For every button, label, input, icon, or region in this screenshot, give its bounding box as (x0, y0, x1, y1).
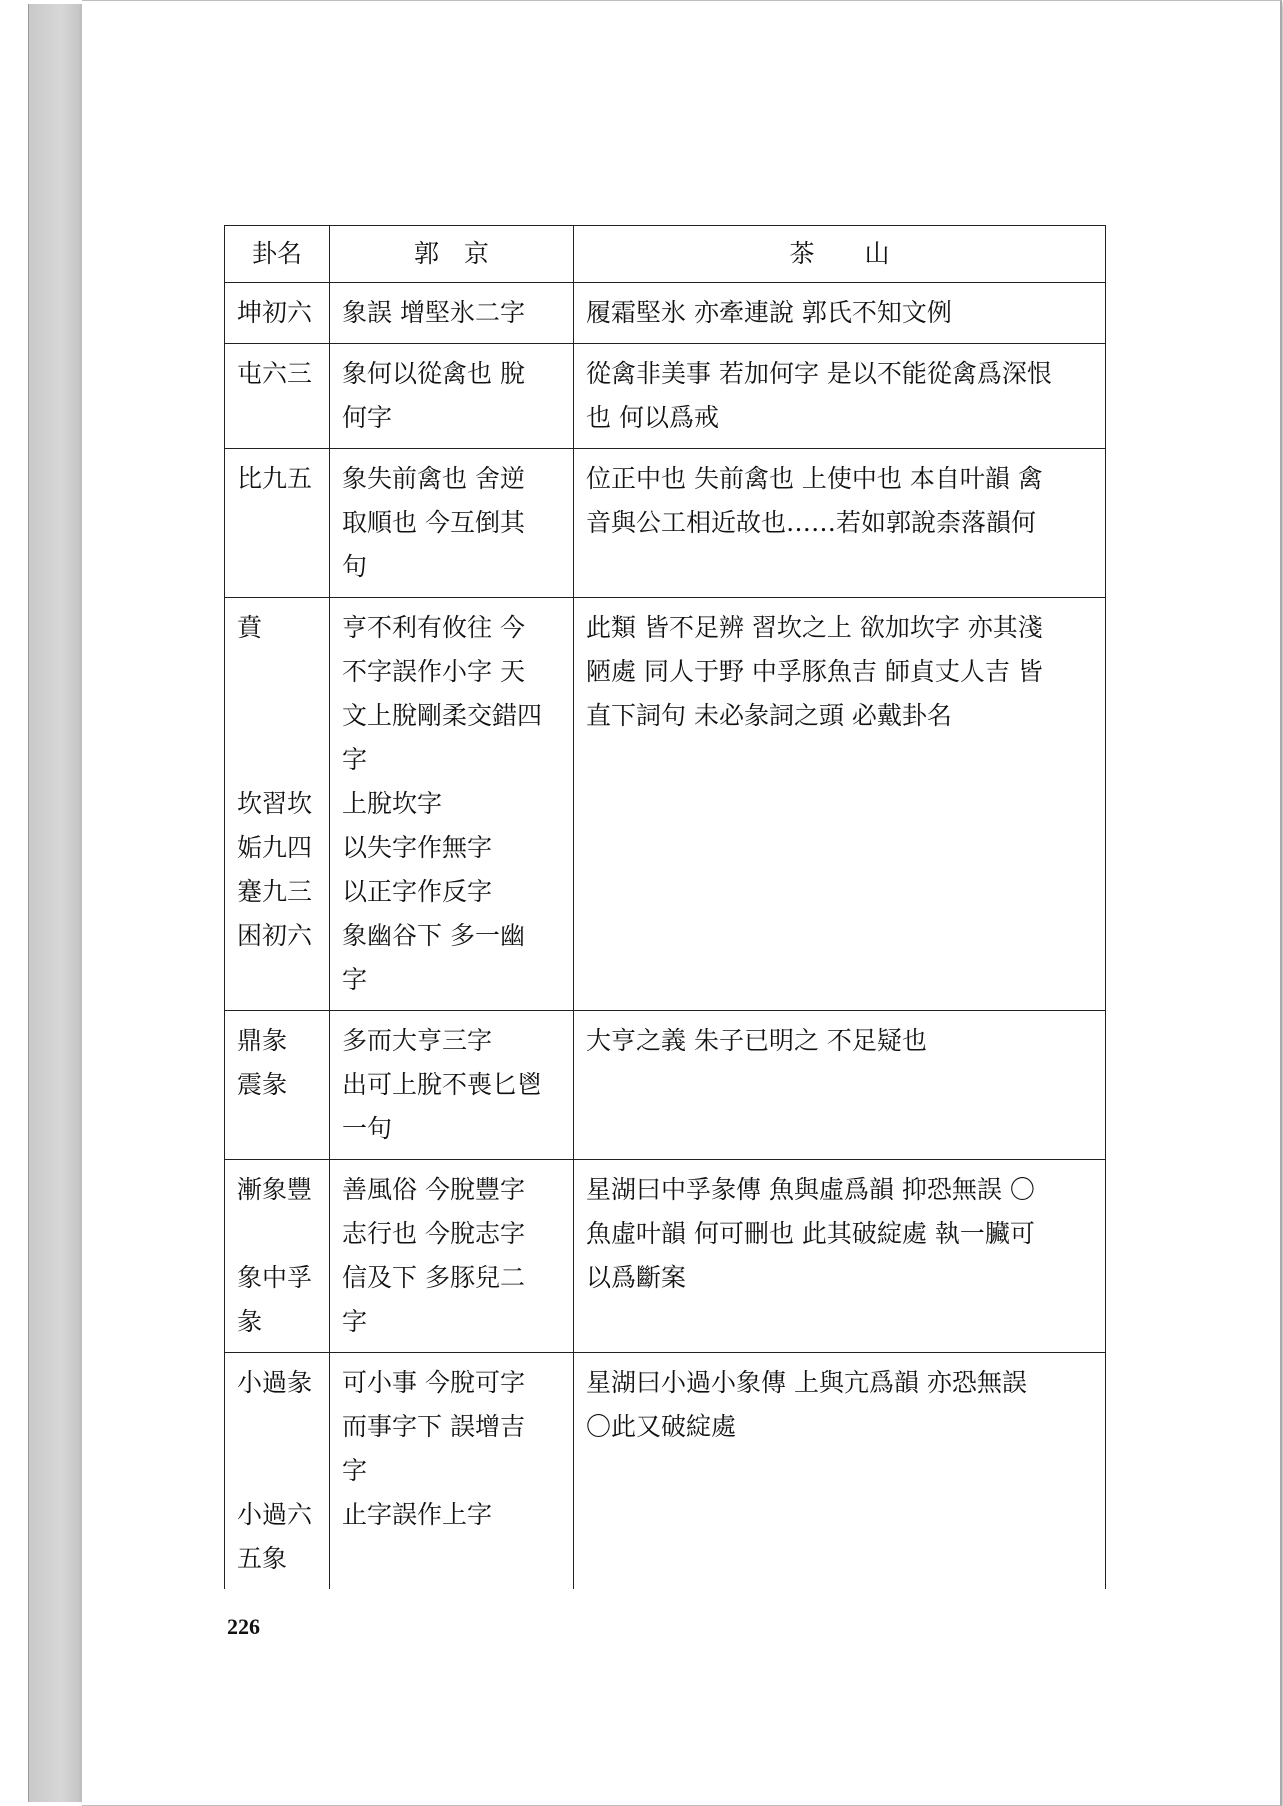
cell-line: 鼎彖 (237, 1026, 288, 1055)
table-row (225, 598, 1106, 1011)
page-number: 226 (227, 1614, 260, 1639)
cell-line: 亨不利有攸往 今 (342, 613, 525, 642)
cell-line: 象中孚 (237, 1263, 313, 1292)
table-container (224, 225, 1105, 1573)
cell-line: 以爲斷案 (586, 1263, 687, 1292)
guojing-cell (330, 1353, 574, 1590)
cell-line (237, 650, 317, 694)
hexagram-cell (225, 1011, 330, 1160)
cell-line: 陋處 同人于野 中孚豚魚吉 師貞丈人吉 皆 (586, 657, 1043, 686)
cell-line: 而事字下 誤增吉 (342, 1412, 525, 1441)
guojing-cell (330, 283, 574, 344)
cell-line: 多而大亨三字 (342, 1026, 493, 1055)
cell-line: 象何以從禽也 脫 (342, 359, 525, 388)
dasan-cell (574, 1353, 1106, 1590)
dasan-cell (574, 449, 1106, 598)
cell-line: 不字誤作小字 天 (342, 657, 525, 686)
dasan-cell (574, 1011, 1106, 1160)
cell-line: 字 (342, 745, 368, 774)
cell-line: 字 (342, 1456, 368, 1485)
dasan-cell (574, 344, 1106, 449)
cell-line: 坤初六 (237, 298, 313, 327)
cell-line: 姤九四 (237, 833, 313, 862)
header-row (225, 226, 1106, 283)
cell-line: 履霜堅氷 亦牽連說 郭氏不知文例 (586, 298, 952, 327)
hexagram-cell (225, 1160, 330, 1353)
guojing-cell (330, 598, 574, 1011)
guojing-cell (330, 1011, 574, 1160)
header-hexagram: 卦名 (225, 226, 330, 283)
cell-line: 坎習坎 (237, 789, 313, 818)
hexagram-cell (225, 1353, 330, 1590)
hexagram-cell (225, 449, 330, 598)
cell-line: 星湖曰小過小象傳 上與亢爲韻 亦恐無誤 (586, 1368, 1027, 1397)
dasan-cell (574, 1160, 1106, 1353)
cell-line: 屯六三 (237, 359, 313, 388)
cell-line: 一句 (342, 1114, 393, 1143)
cell-line: 善風俗 今脫豐字 (342, 1175, 525, 1204)
cell-line: 象誤 增堅氷二字 (342, 298, 525, 327)
cell-line (237, 738, 317, 782)
hexagram-cell (225, 344, 330, 449)
cell-line: 上脫坎字 (342, 789, 443, 818)
cell-line: 困初六 (237, 921, 313, 950)
cell-line: 大亨之義 朱子已明之 不足疑也 (586, 1026, 927, 1055)
table-row (225, 1011, 1106, 1160)
cell-line: 直下詞句 未必彖詞之頭 必戴卦名 (586, 701, 952, 730)
cell-line (237, 694, 317, 738)
cell-line: 魚虛叶韻 何可刪也 此其破綻處 執一臟可 (586, 1219, 1035, 1248)
hexagram-cell (225, 598, 330, 1011)
cell-line: 此類 皆不足辨 習坎之上 欲加坎字 亦其淺 (586, 613, 1043, 642)
cell-line: 也 何以爲戒 (586, 403, 719, 432)
dasan-cell (574, 283, 1106, 344)
cell-line: 文上脫剛柔交錯四 (342, 701, 543, 730)
table-row (225, 1160, 1106, 1353)
guojing-cell (330, 1160, 574, 1353)
cell-line: 蹇九三 (237, 877, 313, 906)
cell-line: 賁 (237, 613, 263, 642)
cell-line: 五象 (237, 1544, 288, 1573)
table-row (225, 1353, 1106, 1590)
cell-line: 可小事 今脫可字 (342, 1368, 525, 1397)
cell-line: 句 (342, 552, 368, 581)
cell-line: 音與公工相近故也……若如郭說柰落韻何 (586, 508, 1037, 537)
cell-line: 象失前禽也 舍逆 (342, 464, 525, 493)
cell-line: 星湖曰中孚彖傳 魚與虛爲韻 抑恐無誤 〇 (586, 1175, 1035, 1204)
cell-line: 以失字作無字 (342, 833, 493, 862)
cell-line: 位正中也 失前禽也 上使中也 本自叶韻 禽 (586, 464, 1043, 493)
cell-line: 以正字作反字 (342, 877, 493, 906)
cell-line (237, 1405, 317, 1449)
header-guojing: 郭 京 (330, 226, 574, 283)
hexagram-cell (225, 283, 330, 344)
cell-line: 彖 (237, 1307, 263, 1336)
cell-line: 字 (342, 965, 368, 994)
guojing-cell (330, 449, 574, 598)
cell-line: 信及下 多豚兒二 (342, 1263, 525, 1292)
table-row (225, 283, 1106, 344)
cell-line: 比九五 (237, 464, 313, 493)
cell-line: 漸象豐 (237, 1175, 313, 1204)
cell-line: 震彖 (237, 1070, 288, 1099)
book-spine (28, 4, 84, 1802)
cell-line: 志行也 今脫志字 (342, 1219, 525, 1248)
cell-line: 字 (342, 1307, 368, 1336)
cell-line: 止字誤作上字 (342, 1500, 493, 1529)
cell-line (237, 1449, 317, 1493)
cell-line: 取順也 今互倒其 (342, 508, 525, 537)
cell-line (237, 1212, 317, 1256)
dasan-cell (574, 598, 1106, 1011)
cell-line: 小過彖 (237, 1368, 313, 1397)
comparison-table (224, 225, 1106, 1589)
cell-line: 象幽谷下 多一幽 (342, 921, 525, 950)
header-dasan: 茶 山 (574, 226, 1106, 283)
cell-line: 何字 (342, 403, 393, 432)
cell-line: 出可上脫不喪匕鬯 (342, 1070, 543, 1099)
cell-line: 從禽非美事 若加何字 是以不能從禽爲深恨 (586, 359, 1052, 388)
cell-line: 小過六 (237, 1500, 313, 1529)
guojing-cell (330, 344, 574, 449)
cell-line: 〇此又破綻處 (586, 1412, 737, 1441)
table-row (225, 344, 1106, 449)
table-row (225, 449, 1106, 598)
